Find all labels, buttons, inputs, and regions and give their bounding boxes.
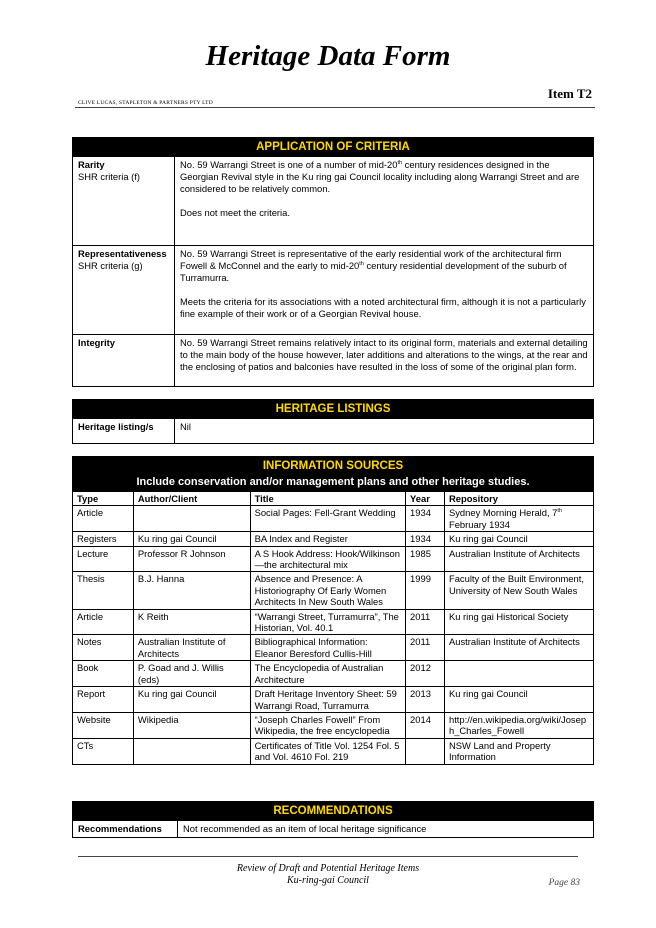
table-row <box>73 635 594 661</box>
table-row <box>73 335 594 387</box>
table-row <box>73 246 594 335</box>
rarity-label: Rarity <box>78 159 105 170</box>
source-repository: http://en.wikipedia.org/wiki/Josep h_Charles_Fowell <box>444 712 593 738</box>
source-year: 2011 <box>406 609 445 635</box>
listings-value: Nil <box>175 419 594 444</box>
footer-report-title: Review of Draft and Potential Heritage Items <box>236 863 420 874</box>
column-header-repository: Repository <box>444 492 593 506</box>
source-type: Registers <box>73 532 134 546</box>
source-author: Ku ring gai Council <box>133 687 250 713</box>
representativeness-label-cell <box>73 246 175 335</box>
source-year: 1999 <box>406 572 445 609</box>
source-author: Ku ring gai Council <box>133 532 250 546</box>
source-title: Certificates of Title Vol. 1254 Fol. 5 and Vol. 4610 Fol. 219 <box>250 738 405 764</box>
source-repository: Australian Institute of Architects <box>444 546 593 572</box>
source-type: Website <box>73 712 134 738</box>
sources-subheading: Include conservation and/or management plans and other heritage studies. <box>73 476 594 492</box>
listings-table <box>72 399 594 444</box>
rarity-criteria: SHR criteria (f) <box>78 171 140 182</box>
source-author: P. Goad and J. Willis (eds) <box>133 661 250 687</box>
source-type: Lecture <box>73 546 134 572</box>
sources-heading: INFORMATION SOURCES <box>73 457 594 476</box>
criteria-table <box>72 137 594 387</box>
integrity-text-cell <box>175 335 594 387</box>
representativeness-criteria: SHR criteria (g) <box>78 260 143 271</box>
criteria-heading: APPLICATION OF CRITERIA <box>73 138 594 157</box>
source-year: 1985 <box>406 546 445 572</box>
header-rule <box>75 107 595 108</box>
source-title: Draft Heritage Inventory Sheet: 59 Warrangi Road, Turramurra <box>250 687 405 713</box>
source-type: Article <box>73 506 134 532</box>
table-row <box>73 572 594 609</box>
listings-heading: HERITAGE LISTINGS <box>73 400 594 419</box>
representativeness-label: Representativeness <box>78 248 167 259</box>
column-header-author: Author/Client <box>133 492 250 506</box>
rarity-text-cell <box>175 157 594 246</box>
rarity-label-cell <box>73 157 175 246</box>
source-year: 1934 <box>406 506 445 532</box>
column-header-title: Title <box>250 492 405 506</box>
source-repository: Ku ring gai Historical Society <box>444 609 593 635</box>
item-number: Item T2 <box>547 86 592 101</box>
table-row <box>73 419 594 444</box>
table-row <box>73 687 594 713</box>
source-author <box>133 738 250 764</box>
representativeness-text-cell <box>175 246 594 335</box>
recommendations-label: Recommendations <box>73 821 178 838</box>
source-type: Notes <box>73 635 134 661</box>
source-repository: NSW Land and Property Information <box>444 738 593 764</box>
table-row <box>73 532 594 546</box>
source-type: Thesis <box>73 572 134 609</box>
source-author: Australian Institute of Architects <box>133 635 250 661</box>
page-number: Page 83 <box>548 878 580 888</box>
source-title: Bibliographical Information: Eleanor Beresford Cullis-Hill <box>250 635 405 661</box>
source-author: K Reith <box>133 609 250 635</box>
table-row <box>73 546 594 572</box>
source-repository: Ku ring gai Council <box>444 532 593 546</box>
table-row <box>73 661 594 687</box>
source-repository: Australian Institute of Architects <box>444 635 593 661</box>
source-title: BA Index and Register <box>250 532 405 546</box>
source-type: CTs <box>73 738 134 764</box>
source-year: 1934 <box>406 532 445 546</box>
table-row <box>73 821 594 838</box>
source-repository: Sydney Morning Herald, 7th February 1934 <box>444 506 593 532</box>
source-year: 2013 <box>406 687 445 713</box>
integrity-label-cell <box>73 335 175 387</box>
column-header-year: Year <box>406 492 445 506</box>
source-type: Article <box>73 609 134 635</box>
table-row <box>73 712 594 738</box>
source-type: Book <box>73 661 134 687</box>
recommendations-table <box>72 801 594 838</box>
document-title: Heritage Data Form <box>205 40 451 72</box>
source-repository <box>444 661 593 687</box>
rarity-text: No. 59 Warrangi Street is one of a number of mid-20th century residences designed in the Georgian Revival style in the Ku ring gai Council locality including along Warrangi Street and are considered to be relatively common. <box>180 159 580 194</box>
rarity-assessment: Does not meet the criteria. <box>180 207 290 218</box>
representativeness-text: No. 59 Warrangi Street is representative of the early residential work of the architectural firm Fowell & McConnel and the early to mid-20th century residential development of the suburb of Turramurra. <box>180 248 567 283</box>
column-header-type: Type <box>73 492 134 506</box>
table-row <box>73 506 594 532</box>
source-year <box>406 738 445 764</box>
source-title: Social Pages: Fell-Grant Wedding <box>250 506 405 532</box>
source-year: 2014 <box>406 712 445 738</box>
company-name: CLIVE LUCAS, STAPLETON & PARTNERS PTY LTD <box>78 100 213 106</box>
source-title: “Joseph Charles Fowell” From Wikipedia, the free encyclopedia <box>250 712 405 738</box>
source-author <box>133 506 250 532</box>
source-title: “Warrangi Street, Turramurra”, The Historian, Vol. 40.1 <box>250 609 405 635</box>
table-row <box>73 609 594 635</box>
footer-council: Ku-ring-gai Council <box>287 875 369 886</box>
source-author: B.J. Hanna <box>133 572 250 609</box>
source-type: Report <box>73 687 134 713</box>
integrity-text: No. 59 Warrangi Street remains relatively intact to its original form, materials and external detailing to the main body of the house however, later additions and alterations to the wings, at the rear and the enclosing of patios and balconies have resulted in the loss of some of the original plan form. <box>180 337 588 372</box>
source-repository: Faculty of the Built Environment, University of New South Wales <box>444 572 593 609</box>
source-author: Wikipedia <box>133 712 250 738</box>
source-repository: Ku ring gai Council <box>444 687 593 713</box>
table-row <box>73 738 594 764</box>
sources-column-header <box>73 492 594 506</box>
footer-rule <box>78 856 578 857</box>
source-year: 2012 <box>406 661 445 687</box>
source-year: 2011 <box>406 635 445 661</box>
source-title: A S Hook Address: Hook/Wilkinson—the architectural mix <box>250 546 405 572</box>
source-title: Absence and Presence: A Historiography Of Early Women Architects In New South Wales <box>250 572 405 609</box>
sources-table <box>72 456 594 765</box>
recommendations-heading: RECOMMENDATIONS <box>73 802 594 821</box>
table-row <box>73 157 594 246</box>
listings-label: Heritage listing/s <box>73 419 175 444</box>
source-author: Professor R Johnson <box>133 546 250 572</box>
source-title: The Encyclopedia of Australian Architecture <box>250 661 405 687</box>
recommendations-value: Not recommended as an item of local heritage significance <box>178 821 594 838</box>
integrity-label: Integrity <box>78 337 115 348</box>
representativeness-assessment: Meets the criteria for its associations with a noted architectural firm, although it is not a particularly fine example of their work or of a Georgian Revival house. <box>180 296 586 319</box>
